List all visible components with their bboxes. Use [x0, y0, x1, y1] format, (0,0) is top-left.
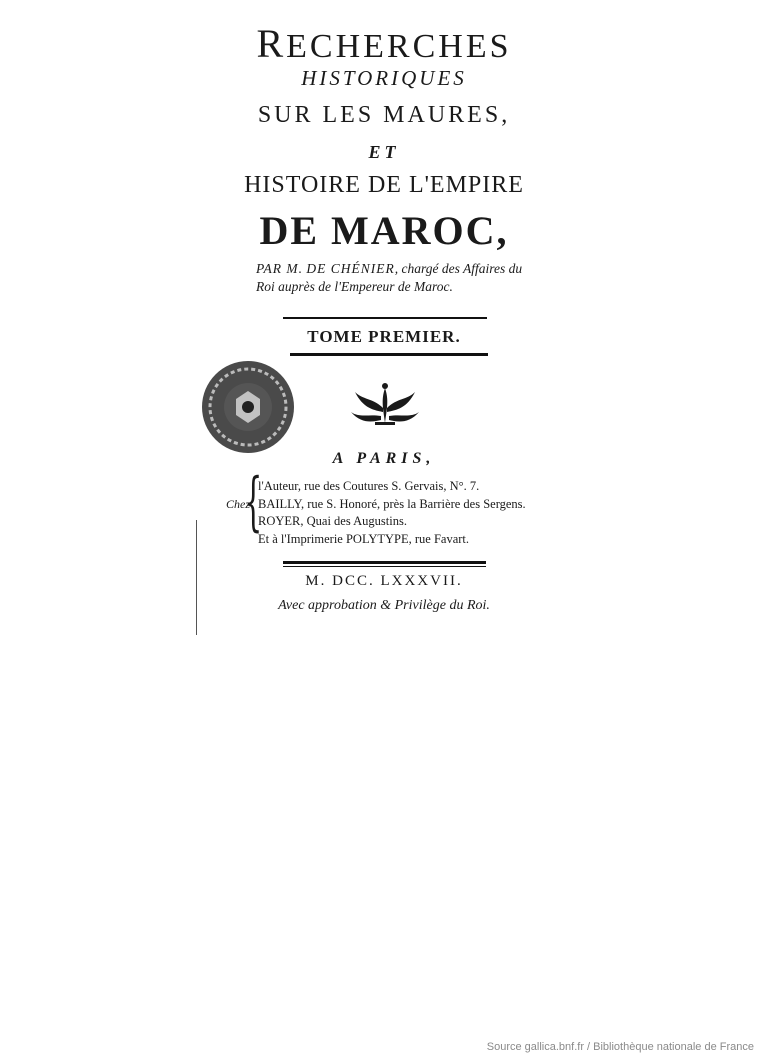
title-line-1 — [0, 20, 768, 67]
title-line-2: HISTORIQUES — [301, 66, 467, 90]
title-line-4: ET — [368, 142, 400, 162]
rule-bottom — [290, 353, 488, 356]
author-role-line-2: Roi auprès de l'Empereur de Maroc. — [256, 279, 453, 294]
rule-top — [283, 317, 487, 319]
address-line: Et à l'Imprimerie POLYTYPE, rue Favart. — [258, 531, 470, 546]
imprint-city: A PARIS, — [332, 450, 436, 467]
rule-date-top — [283, 561, 486, 564]
page-edge-mark — [196, 520, 197, 635]
imprint-addresses — [258, 478, 558, 548]
title-line-6: DE MAROC, — [259, 208, 509, 253]
author-statement — [256, 260, 576, 296]
author-name: DE CHÉNIER — [306, 261, 395, 276]
library-stamp — [200, 355, 300, 455]
title-line-5: HISTOIRE DE L'EMPIRE — [244, 172, 524, 198]
author-par: PAR M. — [256, 261, 303, 276]
author-role: , chargé des Affaires du — [394, 261, 523, 276]
printer-ornament — [345, 378, 425, 428]
title-line-3: SUR LES MAURES, — [257, 102, 511, 128]
brace-glyph: { — [244, 465, 263, 539]
imprint-chez: Chez — [226, 497, 250, 511]
volume-label: TOME PREMIER. — [307, 327, 461, 346]
address-line: l'Auteur, rue des Coutures S. Gervais, N°. 7. — [258, 479, 480, 493]
title-initial: R — [256, 21, 287, 66]
address-line: ROYER, Quai des Augustins. — [258, 514, 407, 528]
rule-date-top-thin — [283, 566, 486, 567]
source-credit: Source gallica.bnf.fr / Bibliothèque nationale de France — [486, 1041, 754, 1053]
address-line: BAILLY, rue S. Honoré, près la Barrière des Sergens. — [258, 496, 526, 511]
privilege-line: Avec approbation & Privilège du Roi. — [278, 598, 490, 613]
title-line-1-rest: ECHERCHES — [286, 28, 512, 65]
publication-date: M. DCC. LXXXVII. — [305, 573, 463, 589]
